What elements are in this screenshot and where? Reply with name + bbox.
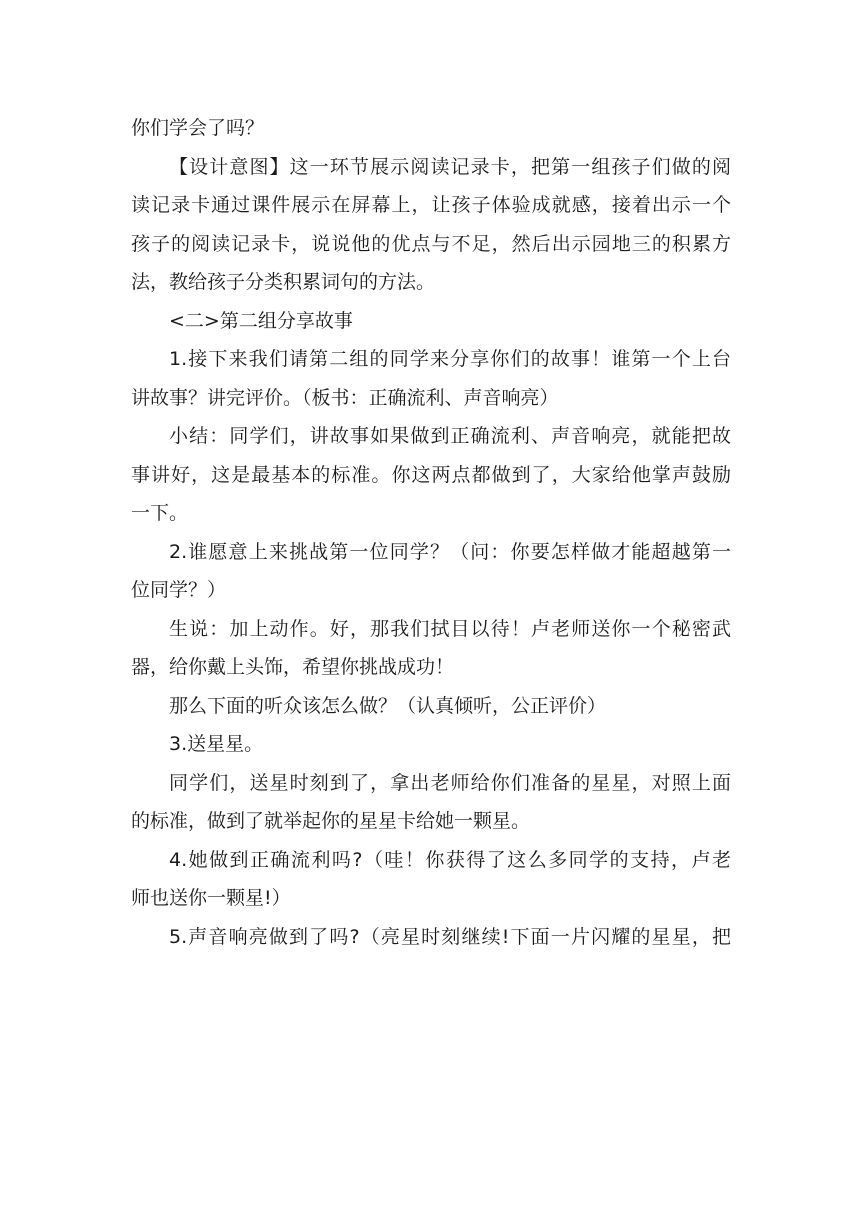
- text-line: 读记录卡通过课件展示在屏幕上，让孩子体验成就感，接着出示一个: [131, 194, 731, 216]
- step-3-heading: 3.送星星。: [169, 733, 264, 755]
- section-heading: <二>第二组分享故事: [169, 309, 353, 332]
- text-line: 讲故事？讲完评价。（板书：正确流利、声音响亮）: [131, 386, 559, 409]
- summary-paragraph: 小结：同学们，讲故事如果做到正确流利、声音响亮，就能把故: [169, 425, 731, 447]
- text-line: 的标准，做到了就举起你的星星卡给她一颗星。: [131, 810, 531, 832]
- text-line: 师也送你一颗星!）: [131, 887, 291, 909]
- student-response-paragraph: 生说：加上动作。好，那我们拭目以待！卢老师送你一个秘密武: [169, 617, 731, 640]
- step-1-paragraph: 1.接下来我们请第二组的同学来分享你们的故事！谁第一个上台: [169, 348, 731, 370]
- step-4-paragraph: 4.她做到正确流利吗?（哇！你获得了这么多同学的支持，卢老: [169, 848, 731, 871]
- star-giving-paragraph: 同学们，送星时刻到了，拿出老师给你们准备的星星，对照上面: [169, 771, 731, 794]
- text-line: 一下。: [131, 502, 189, 524]
- design-intent-paragraph: 【设计意图】这一环节展示阅读记录卡，把第一组孩子们做的阅: [169, 155, 731, 178]
- text-line: 位同学？）: [131, 579, 227, 601]
- text-line: 孩子的阅读记录卡，说说他的优点与不足，然后出示园地三的积累方: [131, 232, 731, 255]
- step-5-paragraph: 5.声音响亮做到了吗?（亮星时刻继续!下面一片闪耀的星星，把: [169, 925, 731, 948]
- text-line: 器，给你戴上头饰，希望你挑战成功！: [131, 656, 455, 678]
- text-line: 你们学会了吗？: [131, 117, 265, 139]
- text-line: 法，教给孩子分类积累词句的方法。: [131, 271, 436, 293]
- text-line: 事讲好，这是最基本的标准。你这两点都做到了，大家给他掌声鼓励: [131, 463, 731, 486]
- document-body: [131, 109, 731, 956]
- step-2-paragraph: 2.谁愿意上来挑战第一位同学？（问：你要怎样做才能超越第一: [169, 540, 731, 563]
- audience-question-paragraph: 那么下面的听众该怎么做？（认真倾听，公正评价）: [169, 694, 607, 717]
